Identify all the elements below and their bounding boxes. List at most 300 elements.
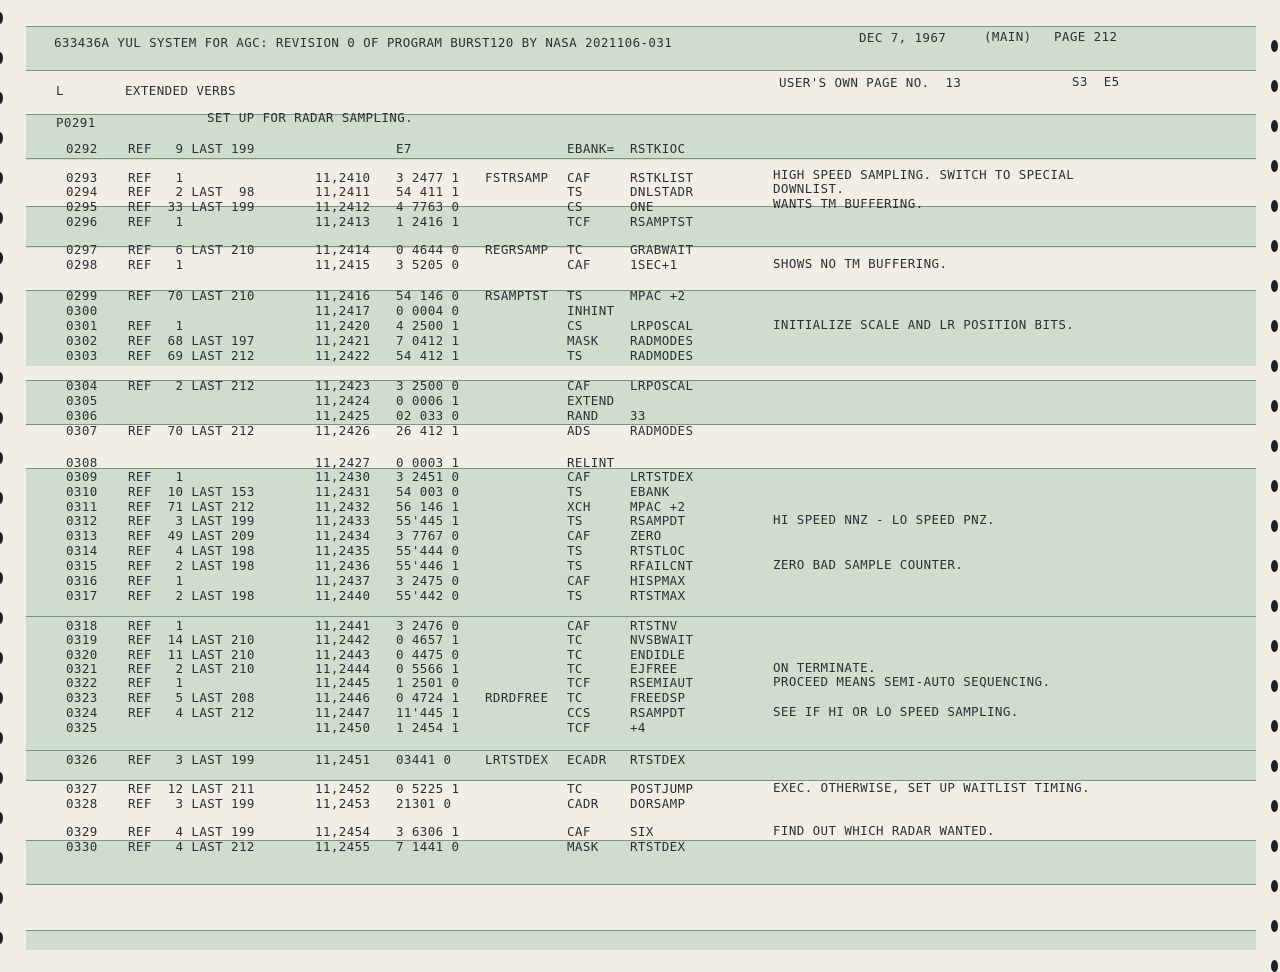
line-word: 0 0006 1	[396, 393, 460, 408]
line-operand: RFAILCNT	[630, 558, 694, 573]
line-address: 11,2427	[315, 455, 371, 470]
line-word: E7	[396, 141, 412, 156]
line-address: 11,2435	[315, 543, 371, 558]
line-operand: ZERO	[630, 528, 662, 543]
line-address: 11,2454	[315, 824, 371, 839]
tractor-hole-right	[1271, 160, 1278, 172]
line-operand: +4	[630, 720, 646, 735]
line-word: 3 2451 0	[396, 469, 460, 484]
line-operand: RTSTDEX	[630, 752, 686, 767]
tractor-hole-left	[0, 772, 3, 784]
line-number: 0320	[66, 647, 98, 662]
line-opcode: CAF	[567, 573, 591, 588]
line-opcode: CAF	[567, 618, 591, 633]
tractor-hole-left	[0, 52, 3, 64]
line-number: 0319	[66, 632, 98, 647]
line-opcode: CS	[567, 318, 583, 333]
line-operand: RSAMPDT	[630, 513, 686, 528]
line-operand: RSEMIAUT	[630, 675, 694, 690]
line-word: 0 4644 0	[396, 242, 460, 257]
subheader-group: EXTENDED VERBS	[125, 83, 236, 98]
line-address: 11,2445	[315, 675, 371, 690]
tractor-hole-right	[1271, 760, 1278, 772]
tractor-hole-right	[1271, 920, 1278, 932]
line-number: 0308	[66, 455, 98, 470]
tractor-hole-left	[0, 692, 3, 704]
tractor-hole-left	[0, 412, 3, 424]
line-opcode: TC	[567, 690, 583, 705]
line-opcode: TS	[567, 588, 583, 603]
line-word: 0 4657 1	[396, 632, 460, 647]
line-number: 0293	[66, 170, 98, 185]
line-ref: REF 14 LAST 210	[128, 632, 255, 647]
line-operand: POSTJUMP	[630, 781, 694, 796]
paper-rule	[26, 884, 1256, 885]
line-opcode: TC	[567, 661, 583, 676]
tractor-hole-right	[1271, 40, 1278, 52]
line-word: 02 033 0	[396, 408, 460, 423]
tractor-hole-right	[1271, 880, 1278, 892]
line-number: 0328	[66, 796, 98, 811]
line-label: FSTRSAMP	[485, 170, 549, 185]
line-word: 7 0412 1	[396, 333, 460, 348]
line-operand: RSAMPDT	[630, 705, 686, 720]
line-operand: RTSTNV	[630, 618, 678, 633]
line-operand: RSTKIOC	[630, 141, 686, 156]
line-word: 26 412 1	[396, 423, 460, 438]
line-operand: DNLSTADR	[630, 184, 694, 199]
line-label: RDRDFREE	[485, 690, 549, 705]
tractor-hole-left	[0, 212, 3, 224]
line-operand: LRPOSCAL	[630, 318, 694, 333]
line-ref: REF 70 LAST 210	[128, 288, 255, 303]
listing-title: 633436A YUL SYSTEM FOR AGC: REVISION 0 OF PROGRAM BURST120 BY NASA 2021106-031	[54, 35, 673, 50]
line-opcode: CS	[567, 199, 583, 214]
line-address: 11,2441	[315, 618, 371, 633]
line-opcode: TS	[567, 558, 583, 573]
line-opcode: RAND	[567, 408, 599, 423]
line-operand: LRPOSCAL	[630, 378, 694, 393]
line-address: 11,2415	[315, 257, 371, 272]
tractor-hole-left	[0, 12, 3, 24]
line-comment: ON TERMINATE.	[773, 660, 877, 675]
line-operand: RADMODES	[630, 348, 694, 363]
line-comment: EXEC. OTHERWISE, SET UP WAITLIST TIMING.	[773, 780, 1091, 795]
line-number: 0300	[66, 303, 98, 318]
tractor-hole-left	[0, 292, 3, 304]
line-operand: EJFREE	[630, 661, 678, 676]
tractor-hole-left	[0, 252, 3, 264]
line-comment: SEE IF HI OR LO SPEED SAMPLING.	[773, 704, 1019, 719]
tractor-hole-right	[1271, 680, 1278, 692]
line-operand: DORSAMP	[630, 796, 686, 811]
line-opcode: CADR	[567, 796, 599, 811]
line-operand: RSAMPTST	[630, 214, 694, 229]
line-number: 0305	[66, 393, 98, 408]
paper-rule	[26, 158, 1256, 159]
line-opcode: TS	[567, 288, 583, 303]
line-opcode: TC	[567, 632, 583, 647]
line-number: 0318	[66, 618, 98, 633]
paper-rule	[26, 70, 1256, 71]
tractor-hole-right	[1271, 960, 1278, 972]
line-number: 0294	[66, 184, 98, 199]
line-operand: RSTKLIST	[630, 170, 694, 185]
line-opcode: EBANK=	[567, 141, 615, 156]
line-address: 11,2425	[315, 408, 371, 423]
line-address: 11,2423	[315, 378, 371, 393]
line-word: 55'442 0	[396, 588, 460, 603]
line-ref: REF 2 LAST 98	[128, 184, 255, 199]
tractor-hole-left	[0, 892, 3, 904]
line-operand: 33	[630, 408, 646, 423]
line-number: 0311	[66, 499, 98, 514]
line-number: 0310	[66, 484, 98, 499]
line-word: 3 6306 1	[396, 824, 460, 839]
line-address: 11,2426	[315, 423, 371, 438]
line-word: 54 412 1	[396, 348, 460, 363]
line-number: 0297	[66, 242, 98, 257]
line-word: 0 5225 1	[396, 781, 460, 796]
line-number: 0303	[66, 348, 98, 363]
line-comment: DOWNLIST.	[773, 181, 845, 196]
paper-band	[26, 930, 1256, 950]
line-number: 0321	[66, 661, 98, 676]
line-ref: REF 5 LAST 208	[128, 690, 255, 705]
line-ref: REF 69 LAST 212	[128, 348, 255, 363]
line-number: 0295	[66, 199, 98, 214]
line-number: 0307	[66, 423, 98, 438]
users-page-number: USER'S OWN PAGE NO. 13	[779, 75, 962, 90]
line-opcode: TCF	[567, 720, 591, 735]
line-address: 11,2436	[315, 558, 371, 573]
line-opcode: TC	[567, 781, 583, 796]
line-word: 4 7763 0	[396, 199, 460, 214]
line-number: 0323	[66, 690, 98, 705]
tractor-hole-right	[1271, 720, 1278, 732]
tractor-hole-right	[1271, 520, 1278, 532]
line-operand: RADMODES	[630, 333, 694, 348]
line-address: 11,2440	[315, 588, 371, 603]
line-ref: REF 1	[128, 618, 184, 633]
line-word: 55'445 1	[396, 513, 460, 528]
tractor-hole-left	[0, 172, 3, 184]
tractor-hole-right	[1271, 320, 1278, 332]
line-opcode: INHINT	[567, 303, 615, 318]
line-ref: REF 1	[128, 170, 184, 185]
line-word: 3 7767 0	[396, 528, 460, 543]
tractor-hole-left	[0, 572, 3, 584]
tractor-hole-left	[0, 492, 3, 504]
line-word: 3 2476 0	[396, 618, 460, 633]
line-number: 0317	[66, 588, 98, 603]
line-word: 54 146 0	[396, 288, 460, 303]
line-word: 54 411 1	[396, 184, 460, 199]
line-ref: REF 11 LAST 210	[128, 647, 255, 662]
tractor-hole-left	[0, 532, 3, 544]
line-address: 11,2416	[315, 288, 371, 303]
tractor-hole-left	[0, 452, 3, 464]
line-ref: REF 1	[128, 318, 184, 333]
line-operand: ONE	[630, 199, 654, 214]
line-number: 0296	[66, 214, 98, 229]
line-ref: REF 4 LAST 198	[128, 543, 255, 558]
line-address: 11,2442	[315, 632, 371, 647]
line-opcode: RELINT	[567, 455, 615, 470]
line-ref: REF 1	[128, 214, 184, 229]
line-number: 0316	[66, 573, 98, 588]
line-word: 11'445 1	[396, 705, 460, 720]
line-comment: PROCEED MEANS SEMI-AUTO SEQUENCING.	[773, 674, 1051, 689]
line-word: 03441 0	[396, 752, 452, 767]
line-opcode: CAF	[567, 257, 591, 272]
tractor-hole-right	[1271, 360, 1278, 372]
line-word: 3 2500 0	[396, 378, 460, 393]
line-address: 11,2431	[315, 484, 371, 499]
line-operand: GRABWAIT	[630, 242, 694, 257]
tractor-hole-right	[1271, 440, 1278, 452]
line-ref: REF 49 LAST 209	[128, 528, 255, 543]
line-ref: REF 3 LAST 199	[128, 513, 255, 528]
line-address: 11,2450	[315, 720, 371, 735]
line-operand: SIX	[630, 824, 654, 839]
line-number: 0327	[66, 781, 98, 796]
line-word: 55'444 0	[396, 543, 460, 558]
line-word: 54 003 0	[396, 484, 460, 499]
line-word: 56 146 1	[396, 499, 460, 514]
line-ref: REF 4 LAST 212	[128, 705, 255, 720]
line-comment: HI SPEED NNZ - LO SPEED PNZ.	[773, 512, 995, 527]
line-operand: LRTSTDEX	[630, 469, 694, 484]
line-ref: REF 2 LAST 210	[128, 661, 255, 676]
line-ref: REF 3 LAST 199	[128, 752, 255, 767]
line-word: 0 5566 1	[396, 661, 460, 676]
tractor-hole-right	[1271, 120, 1278, 132]
line-operand: ENDIDLE	[630, 647, 686, 662]
line-ref: REF 68 LAST 197	[128, 333, 255, 348]
tractor-hole-right	[1271, 640, 1278, 652]
line-address: 11,2452	[315, 781, 371, 796]
tractor-hole-right	[1271, 200, 1278, 212]
line-address: 11,2411	[315, 184, 371, 199]
line-ref: REF 12 LAST 211	[128, 781, 255, 796]
line-word: 3 2475 0	[396, 573, 460, 588]
line-address: 11,2422	[315, 348, 371, 363]
line-address: 11,2451	[315, 752, 371, 767]
tractor-hole-right	[1271, 560, 1278, 572]
line-word: 3 2477 1	[396, 170, 460, 185]
line-opcode: TS	[567, 513, 583, 528]
line-ref: REF 1	[128, 469, 184, 484]
line-ref: REF 1	[128, 573, 184, 588]
tractor-hole-left	[0, 92, 3, 104]
paper-rule	[26, 750, 1256, 751]
tractor-hole-left	[0, 652, 3, 664]
line-number: 0306	[66, 408, 98, 423]
line-number: 0299	[66, 288, 98, 303]
line-word: 0 0004 0	[396, 303, 460, 318]
p-line-comment: SET UP FOR RADAR SAMPLING.	[207, 110, 414, 125]
tractor-hole-right	[1271, 600, 1278, 612]
tractor-hole-right	[1271, 280, 1278, 292]
paper-rule	[26, 26, 1256, 27]
line-comment: WANTS TM BUFFERING.	[773, 196, 924, 211]
tractor-hole-left	[0, 132, 3, 144]
tractor-hole-left	[0, 332, 3, 344]
line-address: 11,2446	[315, 690, 371, 705]
line-word: 1 2416 1	[396, 214, 460, 229]
line-comment: HIGH SPEED SAMPLING. SWITCH TO SPECIAL	[773, 167, 1075, 182]
line-operand: 1SEC+1	[630, 257, 678, 272]
line-operand: RTSTDEX	[630, 839, 686, 854]
line-operand: RTSTMAX	[630, 588, 686, 603]
line-word: 0 4475 0	[396, 647, 460, 662]
p-line-id: P0291	[56, 115, 96, 130]
line-ref: REF 10 LAST 153	[128, 484, 255, 499]
line-opcode: CAF	[567, 528, 591, 543]
tractor-hole-right	[1271, 80, 1278, 92]
line-number: 0292	[66, 141, 98, 156]
line-address: 11,2453	[315, 796, 371, 811]
line-word: 0 0003 1	[396, 455, 460, 470]
line-opcode: CAF	[567, 170, 591, 185]
line-opcode: CCS	[567, 705, 591, 720]
line-opcode: ADS	[567, 423, 591, 438]
line-number: 0325	[66, 720, 98, 735]
line-word: 1 2454 1	[396, 720, 460, 735]
line-opcode: TS	[567, 543, 583, 558]
line-operand: EBANK	[630, 484, 670, 499]
line-opcode: EXTEND	[567, 393, 615, 408]
line-operand: NVSBWAIT	[630, 632, 694, 647]
line-ref: REF 2 LAST 198	[128, 588, 255, 603]
line-address: 11,2434	[315, 528, 371, 543]
line-opcode: MASK	[567, 839, 599, 854]
subheader-code: L	[56, 83, 64, 98]
paper-rule	[26, 616, 1256, 617]
tractor-hole-left	[0, 932, 3, 944]
line-word: 0 4724 1	[396, 690, 460, 705]
line-address: 11,2412	[315, 199, 371, 214]
line-opcode: TS	[567, 184, 583, 199]
line-address: 11,2433	[315, 513, 371, 528]
line-ref: REF 4 LAST 212	[128, 839, 255, 854]
tractor-hole-left	[0, 372, 3, 384]
line-address: 11,2413	[315, 214, 371, 229]
line-opcode: CAF	[567, 469, 591, 484]
tractor-hole-left	[0, 732, 3, 744]
line-word: 4 2500 1	[396, 318, 460, 333]
line-number: 0324	[66, 705, 98, 720]
line-opcode: TCF	[567, 675, 591, 690]
line-opcode: CAF	[567, 824, 591, 839]
line-opcode: TS	[567, 484, 583, 499]
tractor-hole-left	[0, 812, 3, 824]
line-number: 0329	[66, 824, 98, 839]
line-label: REGRSAMP	[485, 242, 549, 257]
line-word: 21301 0	[396, 796, 452, 811]
line-ref: REF 2 LAST 212	[128, 378, 255, 393]
tractor-hole-left	[0, 852, 3, 864]
line-operand: RTSTLOC	[630, 543, 686, 558]
line-ref: REF 1	[128, 675, 184, 690]
tractor-hole-right	[1271, 840, 1278, 852]
line-ref: REF 2 LAST 198	[128, 558, 255, 573]
line-opcode: CAF	[567, 378, 591, 393]
line-label: RSAMPTST	[485, 288, 549, 303]
line-opcode: TC	[567, 242, 583, 257]
tractor-hole-right	[1271, 800, 1278, 812]
line-address: 11,2421	[315, 333, 371, 348]
line-address: 11,2430	[315, 469, 371, 484]
line-number: 0330	[66, 839, 98, 854]
line-word: 3 5205 0	[396, 257, 460, 272]
line-word: 1 2501 0	[396, 675, 460, 690]
line-number: 0309	[66, 469, 98, 484]
line-label: LRTSTDEX	[485, 752, 549, 767]
tractor-hole-right	[1271, 400, 1278, 412]
line-operand: HISPMAX	[630, 573, 686, 588]
line-number: 0313	[66, 528, 98, 543]
line-opcode: TS	[567, 348, 583, 363]
line-ref: REF 71 LAST 212	[128, 499, 255, 514]
line-ref: REF 4 LAST 199	[128, 824, 255, 839]
listing-date: DEC 7, 1967	[859, 30, 947, 45]
line-address: 11,2444	[315, 661, 371, 676]
line-word: 7 1441 0	[396, 839, 460, 854]
tractor-hole-left	[0, 612, 3, 624]
line-comment: ZERO BAD SAMPLE COUNTER.	[773, 557, 964, 572]
line-ref: REF 9 LAST 199	[128, 141, 255, 156]
line-address: 11,2437	[315, 573, 371, 588]
tractor-hole-right	[1271, 240, 1278, 252]
line-opcode: XCH	[567, 499, 591, 514]
line-address: 11,2455	[315, 839, 371, 854]
line-comment: INITIALIZE SCALE AND LR POSITION BITS.	[773, 317, 1075, 332]
line-operand: MPAC +2	[630, 499, 686, 514]
line-address: 11,2414	[315, 242, 371, 257]
line-number: 0298	[66, 257, 98, 272]
line-operand: MPAC +2	[630, 288, 686, 303]
line-ref: REF 3 LAST 199	[128, 796, 255, 811]
line-address: 11,2432	[315, 499, 371, 514]
line-number: 0326	[66, 752, 98, 767]
line-word: 55'446 1	[396, 558, 460, 573]
paper-rule	[26, 930, 1256, 931]
line-ref: REF 1	[128, 257, 184, 272]
line-opcode: MASK	[567, 333, 599, 348]
printout-page	[26, 0, 1256, 945]
line-number: 0315	[66, 558, 98, 573]
listing-section: (MAIN)	[984, 29, 1032, 44]
line-number: 0302	[66, 333, 98, 348]
line-number: 0312	[66, 513, 98, 528]
line-address: 11,2420	[315, 318, 371, 333]
line-address: 11,2424	[315, 393, 371, 408]
line-number: 0304	[66, 378, 98, 393]
line-opcode: TC	[567, 647, 583, 662]
line-opcode: TCF	[567, 214, 591, 229]
subheader-codes: S3 E5	[1072, 74, 1120, 89]
line-ref: REF 33 LAST 199	[128, 199, 255, 214]
line-opcode: ECADR	[567, 752, 607, 767]
line-number: 0322	[66, 675, 98, 690]
line-number: 0301	[66, 318, 98, 333]
listing-page-number: PAGE 212	[1054, 29, 1118, 44]
line-operand: RADMODES	[630, 423, 694, 438]
line-number: 0314	[66, 543, 98, 558]
line-operand: FREEDSP	[630, 690, 686, 705]
